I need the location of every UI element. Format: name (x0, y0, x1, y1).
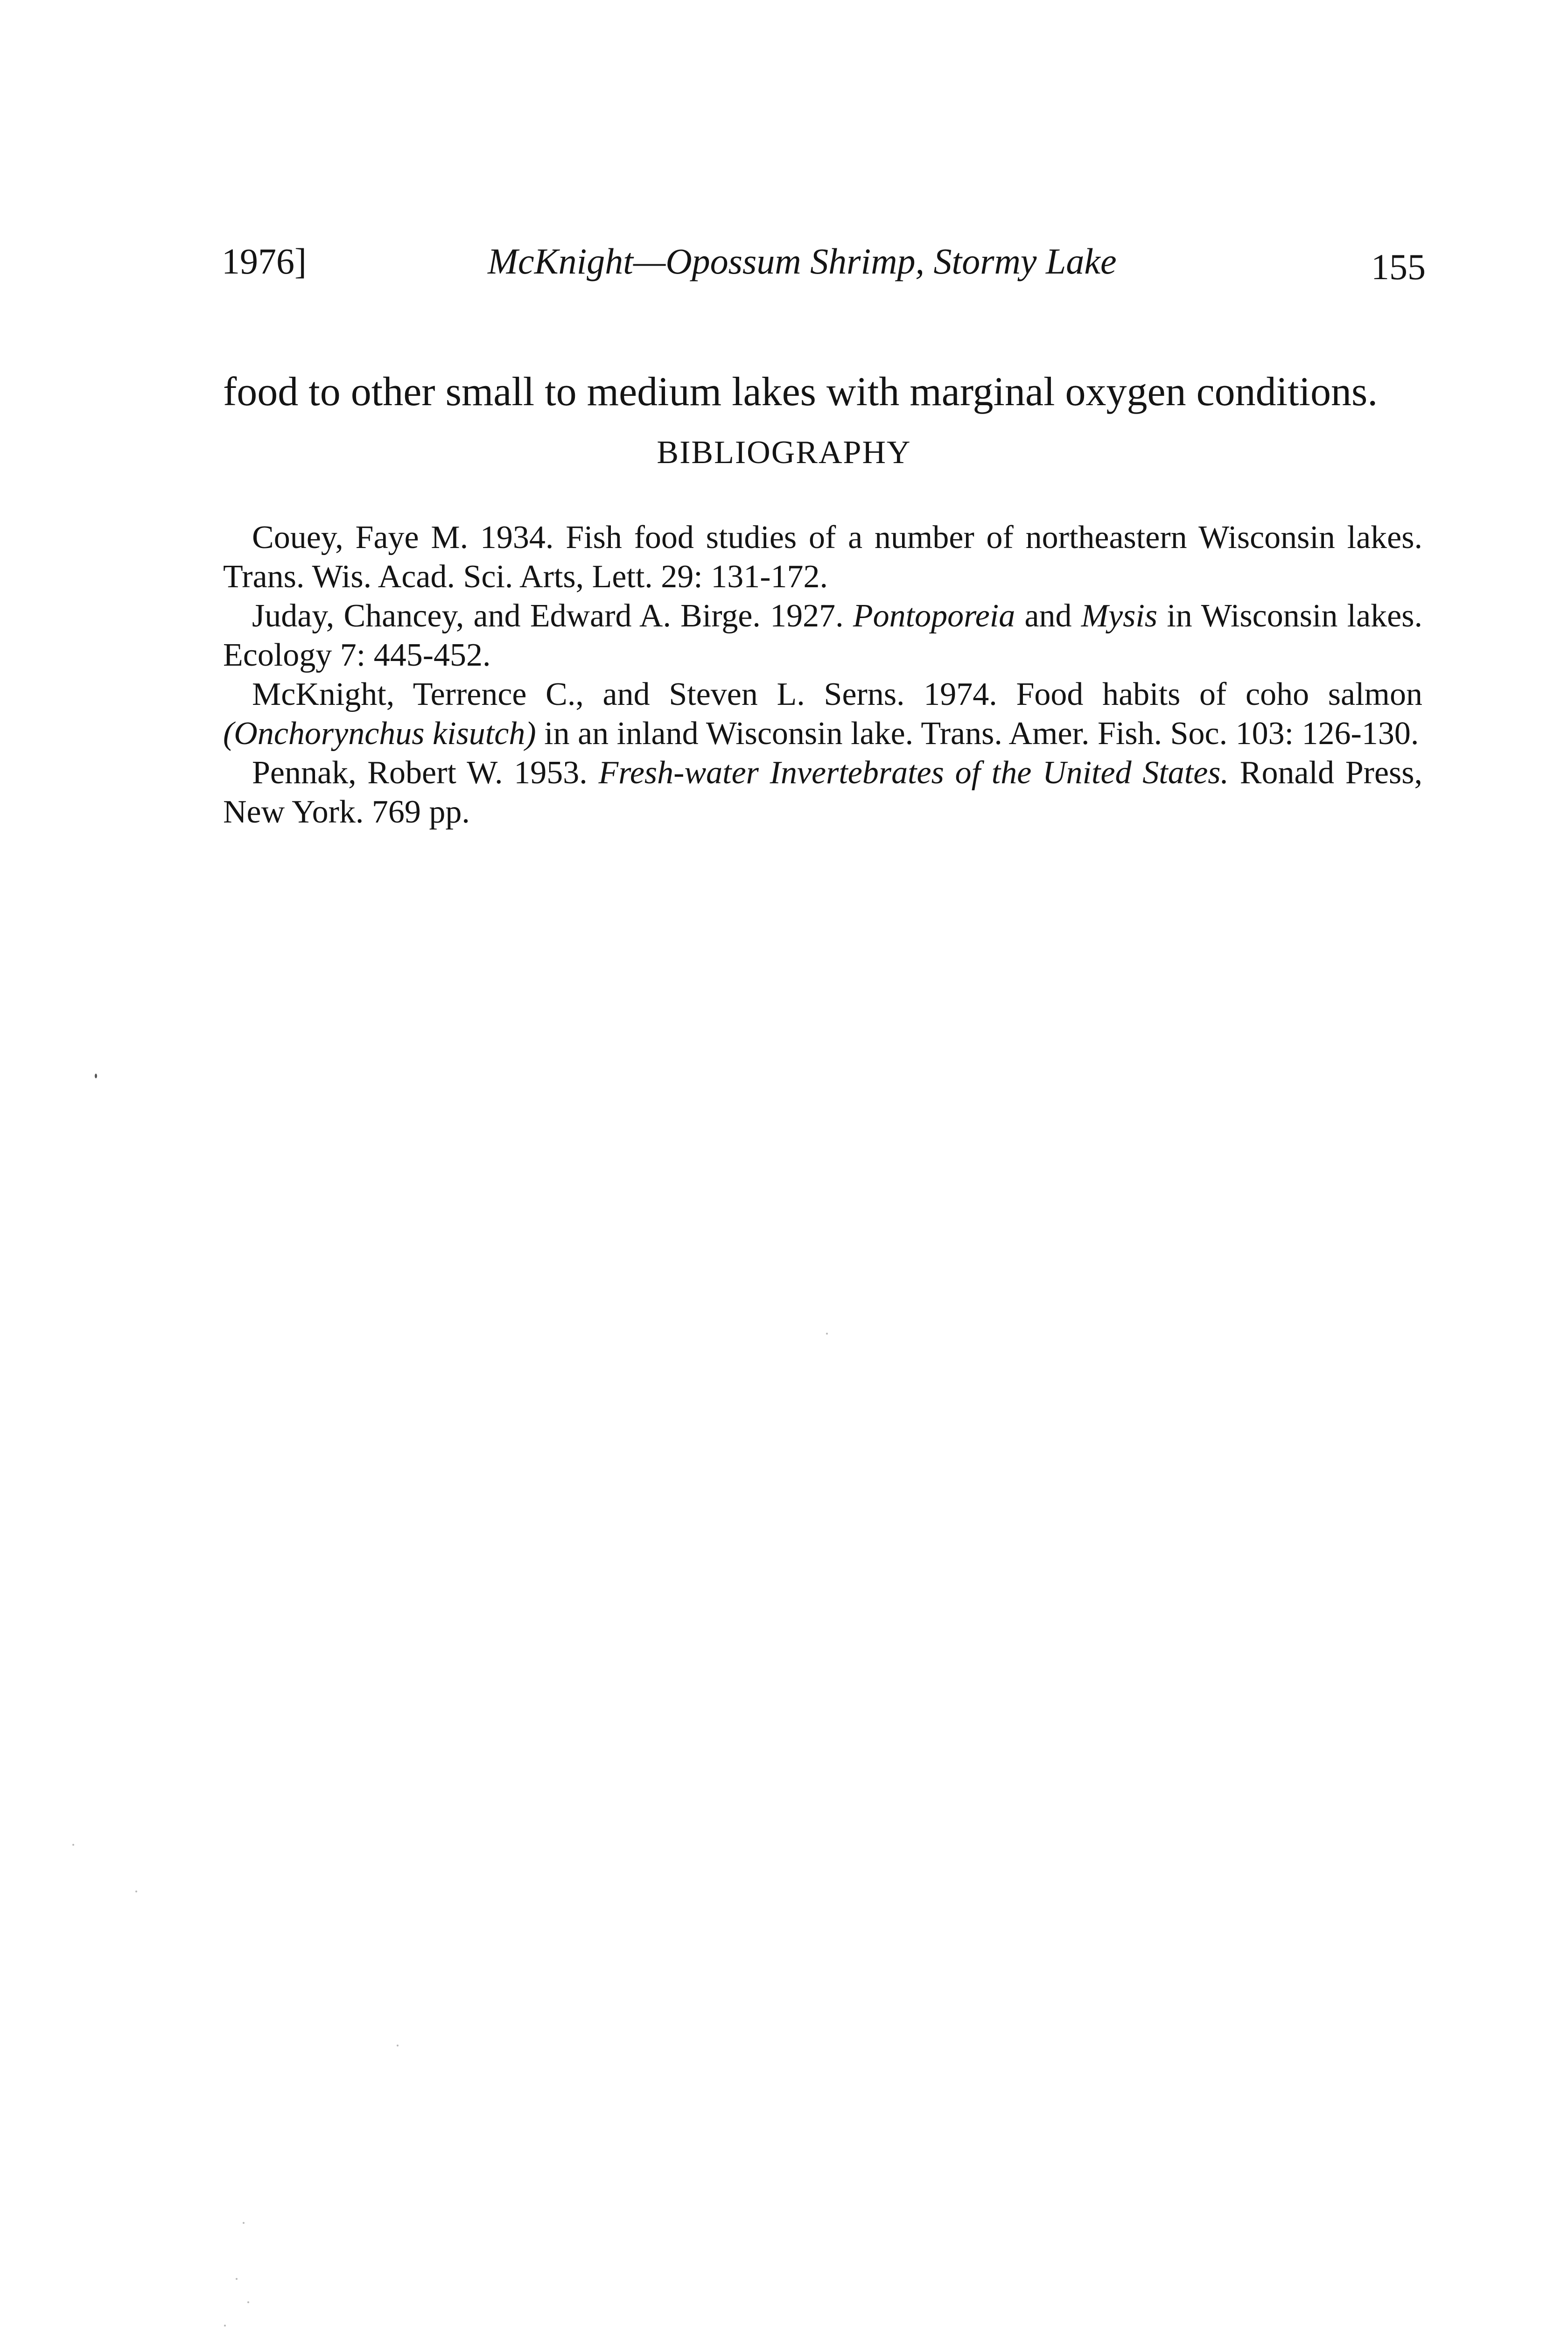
scan-speck (95, 1074, 97, 1078)
page-number: 155 (1371, 246, 1426, 287)
scan-speck (72, 1844, 74, 1846)
scan-speck (135, 1891, 137, 1892)
reference-entry (223, 675, 1422, 753)
reference-text: and (1015, 598, 1081, 634)
running-head-title: McKnight—Opossum Shrimp, Stormy Lake (488, 241, 1117, 281)
reference-text: in an inland Wisconsin lake. Trans. Amer. Fish. Soc. 103: 126-130. (536, 716, 1419, 752)
reference-entry (223, 518, 1422, 597)
reference-entry (223, 597, 1422, 675)
reference-text: McKnight, Terrence C., and Steven L. Serns. 1974. Food habits of coho salmon (252, 676, 1422, 712)
running-head (222, 233, 1426, 289)
running-head-year: 1976] (222, 241, 307, 281)
reference-text: Couey, Faye M. 1934. Fish food studies of a number of northeastern Wisconsin lakes. Trans. Wis. Acad. Sci. Arts, Lett. 29: 131-172. (223, 520, 1422, 595)
bibliography-heading: BIBLIOGRAPHY (657, 435, 911, 471)
scan-speck (397, 2045, 399, 2046)
reference-italic-genus: Mysis (1081, 598, 1158, 634)
reference-text: Juday, Chancey, and Edward A. Birge. 1927. (252, 598, 853, 634)
reference-entry (223, 753, 1422, 832)
reference-list (223, 518, 1422, 832)
reference-text: Pennak, Robert W. 1953. (252, 755, 599, 791)
reference-italic-title: Fresh-water Invertebrates of the United States. (598, 755, 1229, 791)
body-paragraph: food to other small to medium lakes with marginal oxygen conditions. (223, 369, 1378, 415)
reference-text: in Wisconsin lakes. Ecology 7: 445-452. (223, 598, 1422, 673)
scan-speck (243, 2222, 245, 2224)
reference-text: Ronald Press, New York. 769 pp. (223, 755, 1422, 830)
reference-italic-species: (Onchorynchus kisutch) (223, 716, 536, 752)
scan-speck (826, 1333, 828, 1335)
reference-italic-genus: Pontoporeia (853, 598, 1015, 634)
scan-speck (247, 2301, 249, 2303)
scan-speck (224, 2325, 226, 2327)
scan-speck (236, 2278, 238, 2280)
